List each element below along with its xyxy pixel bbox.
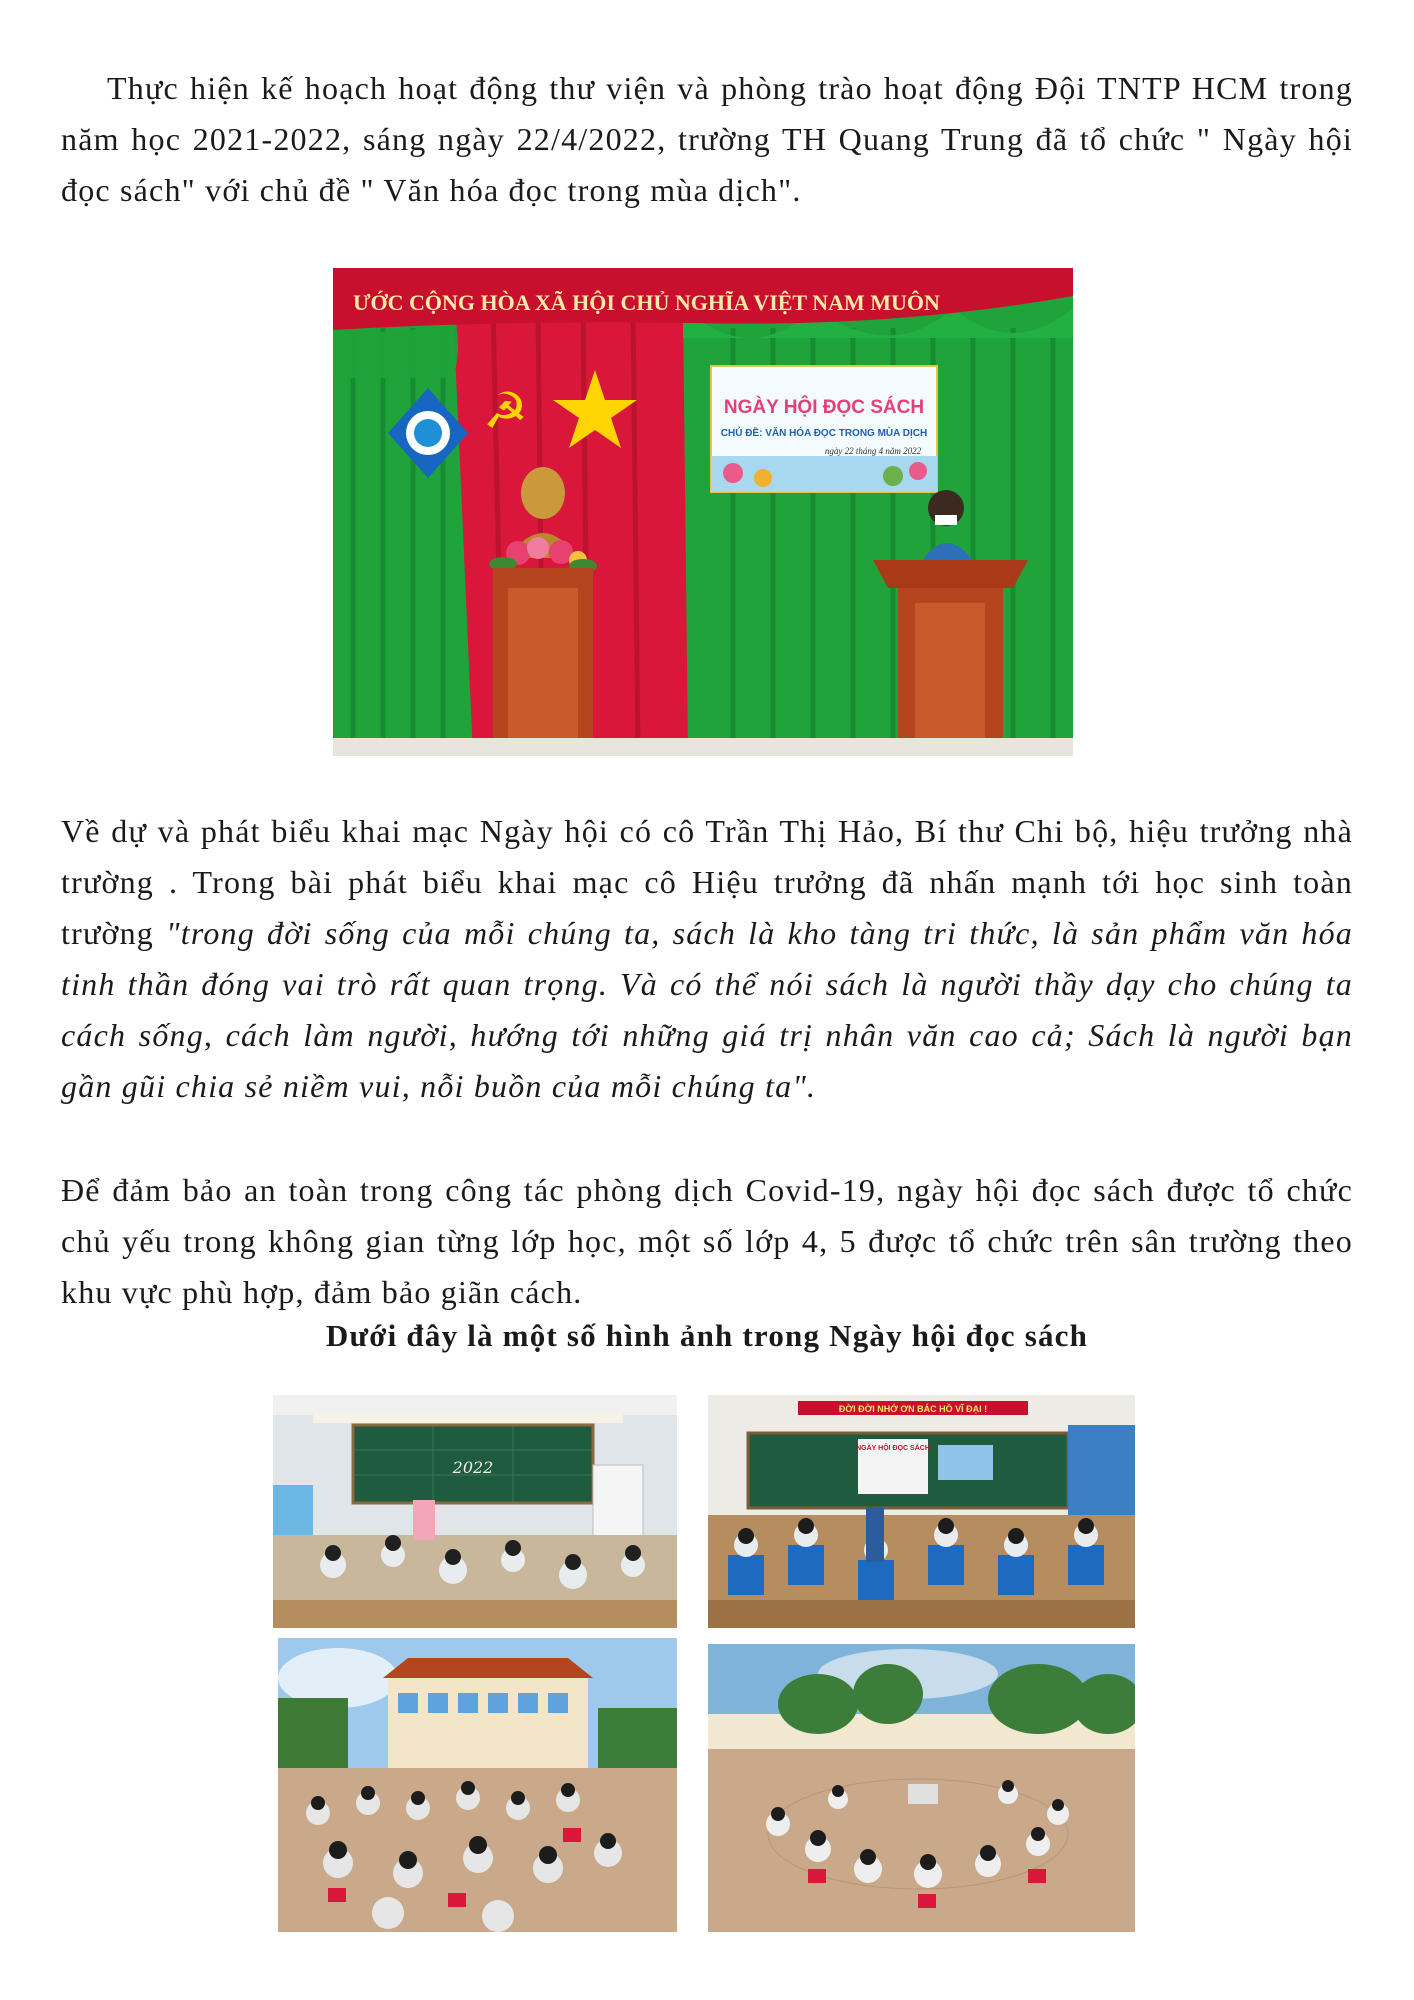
opening-ceremony-photo (333, 268, 1073, 756)
classroom-photo-1 (273, 1395, 677, 1628)
schoolyard-photo-2 (708, 1644, 1135, 1932)
svg-text:2022: 2022 (452, 1458, 494, 1477)
speech-lead: Về dự và phát biểu khai mạc Ngày hội có cô Trần Thị Hảo, Bí thư Chi bộ, hiệu trưởng nhà trường . Trong bài phát biểu khai mạc cô Hiệu trưởng đã nhấn mạnh tới học sinh toàn trường (61, 813, 1353, 951)
safety-paragraph: Để đảm bảo an toàn trong công tác phòng dịch Covid-19, ngày hội đọc sách được tổ chức chủ yếu trong không gian từng lớp học, một số lớp 4, 5 được tổ chức trên sân trường theo khu vực phù hợp, đảm bảo giãn cách. (61, 1172, 1353, 1310)
class2-board-text: NGÀY HỘI ĐỌC SÁCH (856, 1445, 930, 1452)
hammer-sickle-icon: ☭ (483, 382, 528, 440)
schoolyard-photo-1 (278, 1638, 677, 1932)
event-banner-date: ngày 22 tháng 4 năm 2022 (824, 446, 922, 456)
event-banner-theme: CHỦ ĐỀ: VĂN HÓA ĐỌC TRONG MÙA DỊCH (720, 428, 928, 439)
gallery-caption: Dưới đây là một số hình ảnh trong Ngày hội đọc sách (325, 1318, 1089, 1353)
classroom-photo-2 (708, 1395, 1135, 1628)
intro-paragraph: Thực hiện kế hoạch hoạt động thư viện và phòng trào hoạt động Đội TNTP HCM trong năm học 2021-2022, sáng ngày 22/4/2022, trường TH Quang Trung đã tổ chức " Ngày hội đọc sách" với chủ đề " Văn hóa đọc trong mùa dịch". (61, 70, 1353, 208)
top-banner-text: ƯỚC CỘNG HÒA XÃ HỘI CHỦ NGHĨA VIỆT NAM MUÔN (353, 290, 940, 315)
event-banner-title: NGÀY HỘI ĐỌC SÁCH (723, 397, 925, 418)
class2-banner-text: ĐỜI ĐỜI NHỚ ƠN BÁC HỒ VĨ ĐẠI ! (838, 1404, 988, 1414)
speech-quote: "trong đời sống của mỗi chúng ta, sách là kho tàng tri thức, là sản phẩm văn hóa tinh thần đóng vai trò rất quan trọng. Và có thể nói sách là người thầy dạy cho chúng ta cách sống, cách làm người, hướng tới những giá trị nhân văn cao cả; Sách là người bạn gần gũi chia sẻ niềm vui, nỗi buồn của mỗi chúng ta". (61, 915, 1353, 1104)
speech-paragraph (61, 806, 1353, 1112)
